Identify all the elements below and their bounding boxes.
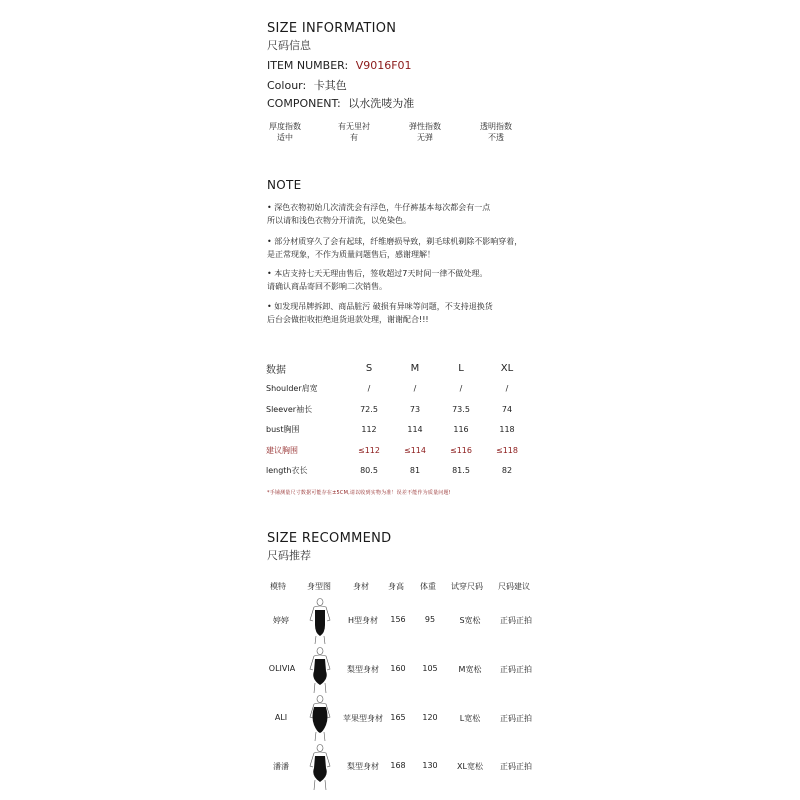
- colour-label: Colour:: [267, 79, 307, 92]
- recommend-model: 潘潘: [273, 762, 289, 771]
- recommend-weight: 130: [422, 761, 438, 770]
- recommend-advice: 正码正拍: [500, 616, 532, 625]
- size-table-row: [266, 379, 530, 400]
- size-table-header-cell: S: [365, 362, 373, 374]
- size-table-cell: /: [505, 384, 509, 394]
- size-table-cell: /: [367, 384, 371, 394]
- index-value: 无弹: [417, 133, 433, 142]
- size-table-cell: ≤112: [358, 445, 380, 455]
- recommend-height: 168: [390, 761, 406, 770]
- size-table-cell: ≤118: [496, 445, 518, 455]
- recommend-header-weight: 体重: [420, 582, 436, 591]
- recommend-weight: 95: [424, 615, 436, 624]
- recommend-header-figure: 身型图: [307, 582, 331, 591]
- size-table-row-label: Sleever袖长: [266, 404, 313, 414]
- index-transparency: [473, 121, 519, 143]
- component-row: [267, 95, 414, 111]
- size-table-cell: 73: [409, 404, 421, 414]
- recommend-model: OLIVIA: [268, 664, 296, 673]
- index-value: 有: [350, 133, 358, 142]
- size-table-header: [266, 358, 530, 379]
- note-line: • 本店支持七天无理由售后，签收超过7天时间一律不做处理。: [267, 269, 488, 278]
- size-table-cell: 112: [361, 425, 377, 435]
- note-line: 是正常现象，不作为质量问题售后，感谢理解！: [267, 250, 435, 259]
- colour-row: [267, 77, 347, 93]
- size-table-header-cell: 数据: [266, 364, 286, 376]
- index-value: 适中: [277, 133, 293, 142]
- item-number-row: [267, 59, 412, 72]
- recommend-weight: 105: [422, 664, 438, 673]
- note-line: • 如发现吊牌拆卸、商品脏污 破损有异味等问题，不支持退换货: [267, 302, 493, 311]
- recommend-header-advice: 尺码建议: [498, 582, 530, 591]
- item-number-value: V9016F01: [355, 59, 412, 72]
- size-table-cell: /: [413, 384, 417, 394]
- recommend-model: 婷婷: [273, 616, 289, 625]
- size-table-cell: 81: [409, 466, 421, 476]
- size-table-cell: 114: [407, 425, 423, 435]
- recommend-tried: S宽松: [459, 616, 481, 625]
- size-table-row: [266, 461, 530, 482]
- size-table-cell: 116: [453, 425, 469, 435]
- apple-shape-body-icon: [303, 695, 337, 741]
- recommend-header-height: 身高: [388, 582, 404, 591]
- component-label: COMPONENT:: [267, 97, 341, 110]
- size-table-row-label: length衣长: [266, 466, 308, 476]
- note-title: NOTE: [267, 178, 302, 192]
- index-thickness: [262, 121, 308, 143]
- recommend-header-model: 模特: [270, 582, 286, 591]
- index-label: 弹性指数: [409, 122, 441, 131]
- size-table-cell: ≤114: [404, 445, 426, 455]
- recommend-height: 160: [390, 664, 406, 673]
- size-table-row-label: Shoulder肩宽: [266, 384, 318, 394]
- size-table-cell: 72.5: [360, 404, 378, 414]
- recommend-header-tried: 试穿尺码: [451, 582, 483, 591]
- index-lining: [331, 121, 377, 143]
- size-info-title-cn: 尺码信息: [267, 39, 311, 52]
- recommend-height: 156: [390, 615, 406, 624]
- recommend-title-cn: 尺码推荐: [267, 549, 311, 562]
- recommend-shape: 梨型身材: [347, 762, 379, 771]
- index-label: 有无里衬: [338, 122, 370, 131]
- size-table-cell: 73.5: [452, 404, 470, 414]
- size-table-header-cell: L: [458, 362, 464, 374]
- index-label: 厚度指数: [269, 122, 301, 131]
- recommend-shape: H型身材: [347, 616, 378, 625]
- note-line: 请确认商品寄回不影响二次销售。: [267, 282, 387, 291]
- recommend-title: SIZE RECOMMEND: [267, 531, 392, 546]
- recommend-advice: 正码正拍: [500, 762, 532, 771]
- recommend-weight: 120: [422, 713, 438, 722]
- size-table-row: [266, 420, 530, 441]
- note-item: [267, 235, 522, 261]
- recommend-shape: 苹果型身材: [343, 714, 383, 723]
- size-table-header-cell: XL: [500, 362, 514, 374]
- h-shape-body-icon: [303, 598, 337, 644]
- size-table-footnote: *手铺测量尺寸数据可能存在±5CM,请以收到实物为准！误差不能作为质量问题!: [267, 490, 451, 496]
- note-line: • 部分材质穿久了会有起球，纤维磨损导致，剃毛球机剃除不影响穿着，: [267, 237, 523, 246]
- size-table-cell: 118: [499, 425, 515, 435]
- colour-value: 卡其色: [313, 79, 347, 92]
- recommend-tried: XL宽松: [457, 762, 483, 771]
- size-table-row-recommended: [266, 440, 530, 461]
- size-table-row: [266, 399, 530, 420]
- size-table-cell: 82: [501, 466, 513, 476]
- note-line: 后台会做拒收拒绝退货退款处理，谢谢配合!!!: [267, 315, 429, 324]
- size-table-cell: 81.5: [452, 466, 470, 476]
- size-table-row-label: bust胸围: [266, 425, 300, 435]
- note-item: [267, 300, 493, 326]
- recommend-tried: L宽松: [459, 714, 481, 723]
- note-line: 所以请和浅色衣物分开清洗，以免染色。: [267, 216, 411, 225]
- recommend-model: ALI: [274, 713, 288, 722]
- index-value: 不透: [488, 133, 504, 142]
- recommend-header-shape: 身材: [353, 582, 369, 591]
- size-table-cell: 74: [501, 404, 513, 414]
- recommend-height: 165: [390, 713, 406, 722]
- size-table-header-cell: M: [410, 362, 420, 374]
- size-table-cell: ≤116: [450, 445, 472, 455]
- index-label: 透明指数: [480, 122, 512, 131]
- size-table: [266, 358, 530, 481]
- pear-shape-body-icon: [303, 744, 337, 790]
- note-line: • 深色衣物初始几次清洗会有浮色，牛仔裤基本每次都会有一点: [267, 203, 491, 212]
- size-table-cell: 80.5: [360, 466, 378, 476]
- item-number-label: ITEM NUMBER:: [267, 59, 349, 72]
- recommend-shape: 梨型身材: [347, 665, 379, 674]
- recommend-tried: M宽松: [458, 665, 482, 674]
- component-value: 以水洗唛为准: [348, 97, 415, 110]
- recommend-advice: 正码正拍: [500, 714, 532, 723]
- recommend-advice: 正码正拍: [500, 665, 532, 674]
- size-table-cell: /: [459, 384, 463, 394]
- note-item: [267, 267, 487, 293]
- index-elasticity: [402, 121, 448, 143]
- note-item: [267, 201, 490, 227]
- size-info-title: SIZE INFORMATION: [267, 21, 397, 36]
- pear-shape-body-icon: [303, 647, 337, 693]
- size-table-row-label: 建议胸围: [266, 445, 298, 455]
